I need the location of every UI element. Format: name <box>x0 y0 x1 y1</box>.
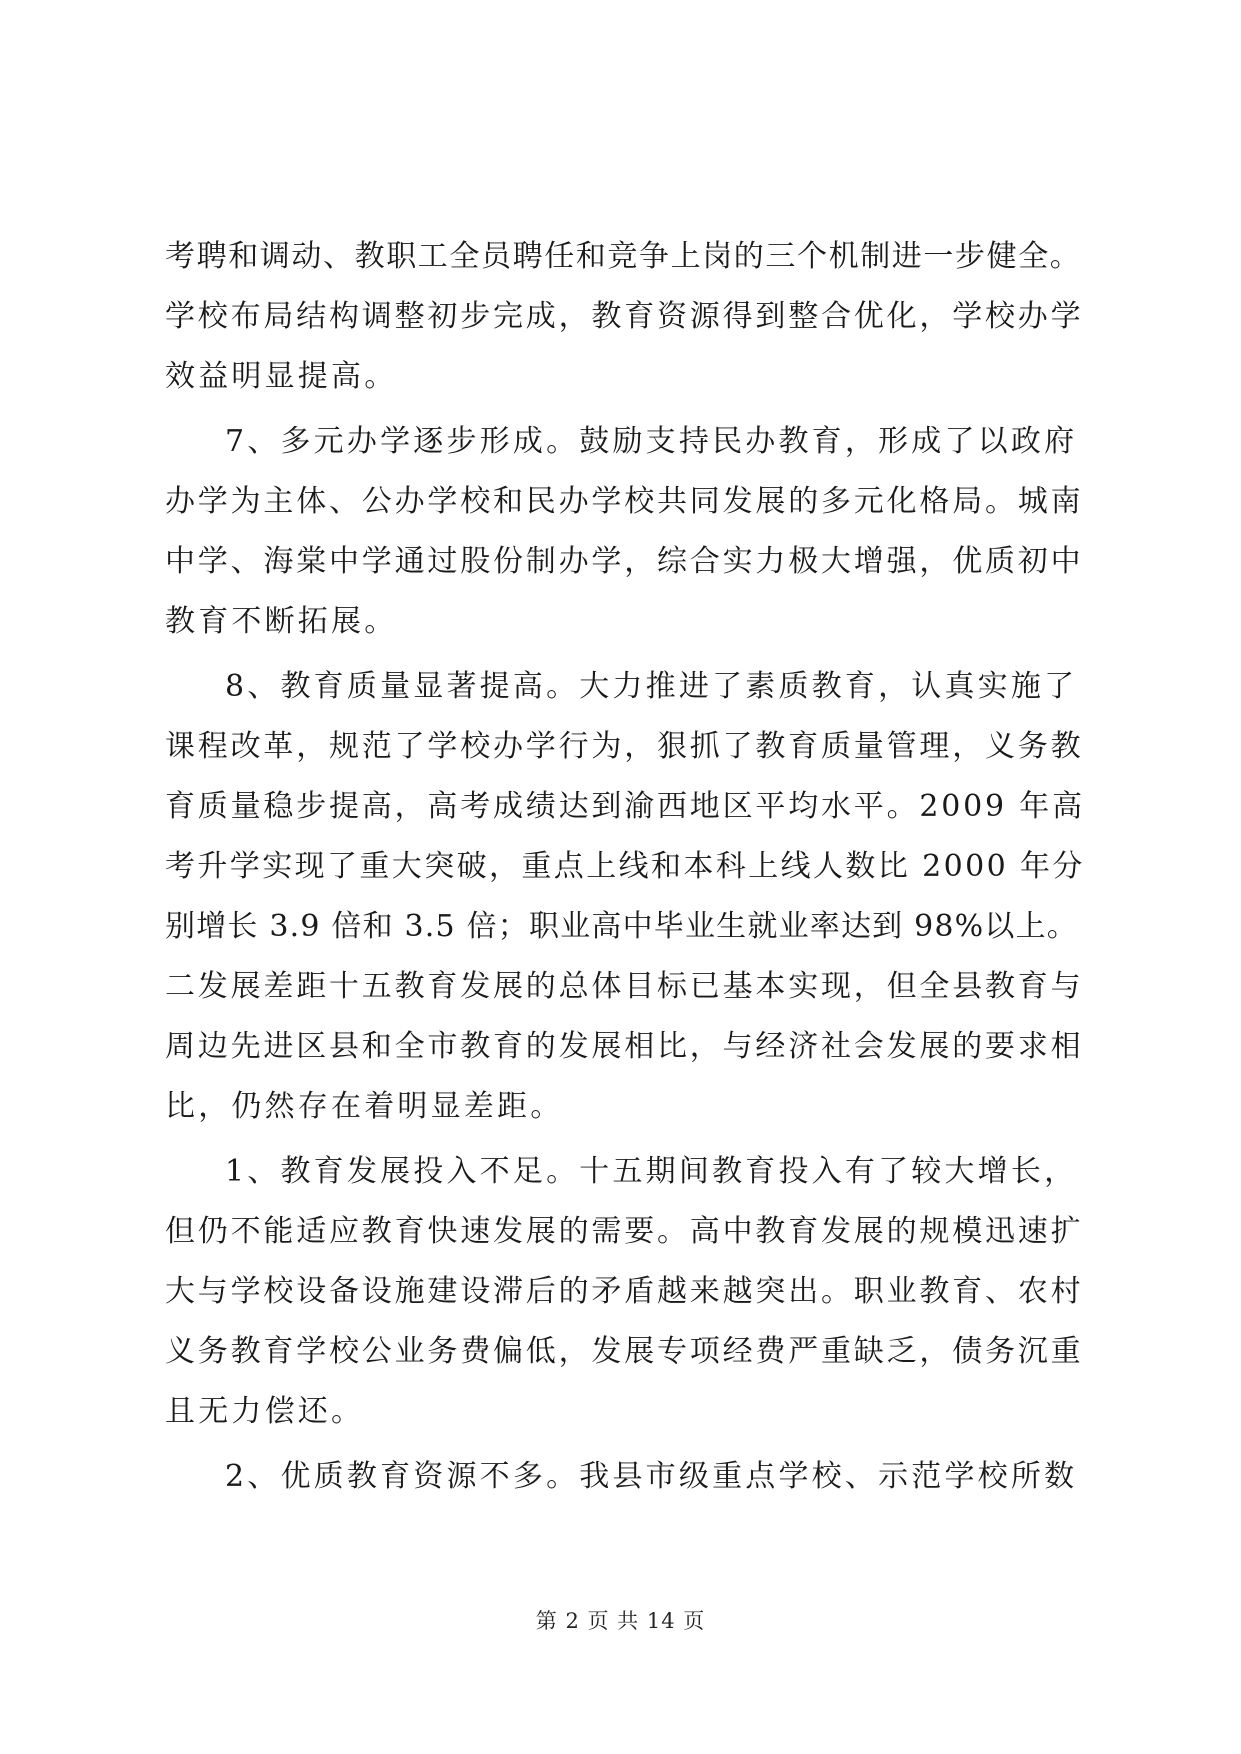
text-line: 中学、海棠中学通过股份制办学，综合实力极大增强，优质初中 <box>165 544 1084 579</box>
text-line: 别增长 3.9 倍和 3.5 倍；职业高中毕业生就业率达到 98%以上。 <box>165 909 1078 944</box>
paragraph-start-line: 8、教育质量显著提高。大力推进了素质教育，认真实施了 <box>225 669 1078 704</box>
text-line: 考升学实现了重大突破，重点上线和本科上线人数比 2000 年分 <box>165 849 1085 884</box>
paragraph-start-line: 7、多元办学逐步形成。鼓励支持民办教育，形成了以政府 <box>225 424 1078 459</box>
text-line: 但仍不能适应教育快速发展的需要。高中教育发展的规模迅速扩 <box>165 1214 1084 1249</box>
text-line: 育质量稳步提高，高考成绩达到渝西地区平均水平。2009 年高 <box>165 789 1085 824</box>
paragraph-start-line: 2、优质教育资源不多。我县市级重点学校、示范学校所数 <box>225 1459 1078 1494</box>
text-line: 二发展差距十五教育发展的总体目标已基本实现，但全县教育与 <box>165 969 1084 1004</box>
text-line: 大与学校设备设施建设滞后的矛盾越来越突出。职业教育、农村 <box>165 1274 1084 1309</box>
text-line: 且无力偿还。 <box>165 1394 365 1429</box>
text-line: 义务教育学校公业务费偏低，发展专项经费严重缺乏，债务沉重 <box>165 1334 1084 1369</box>
text-line: 考聘和调动、教职工全员聘任和竞争上岗的三个机制进一步健全。 <box>165 239 1082 274</box>
text-line: 效益明显提高。 <box>165 359 398 394</box>
text-line: 比，仍然存在着明显差距。 <box>165 1089 564 1124</box>
text-line: 教育不断拓展。 <box>165 604 398 639</box>
paragraph-start-line: 1、教育发展投入不足。十五期间教育投入有了较大增长， <box>225 1154 1078 1189</box>
page-footer: 第 2 页 共 14 页 <box>535 1609 706 1633</box>
text-line: 课程改革，规范了学校办学行为，狠抓了教育质量管理，义务教 <box>165 729 1084 764</box>
text-line: 学校布局结构调整初步完成，教育资源得到整合优化，学校办学 <box>165 299 1084 334</box>
text-line: 办学为主体、公办学校和民办学校共同发展的多元化格局。城南 <box>165 484 1084 519</box>
text-line: 周边先进区县和全市教育的发展相比，与经济社会发展的要求相 <box>165 1029 1084 1064</box>
